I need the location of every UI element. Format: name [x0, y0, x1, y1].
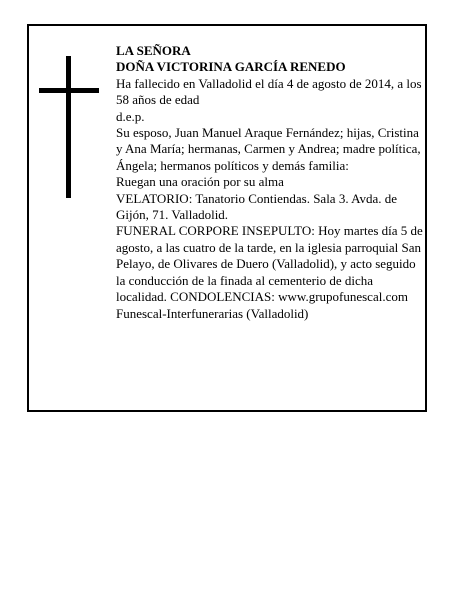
cross-icon [39, 56, 99, 198]
funeral-home: Funescal-Interfunerarias (Valladolid) [116, 305, 309, 321]
notice-title: LA SEÑORA [116, 43, 191, 58]
notice-text [116, 43, 426, 322]
funeral-info: FUNERAL CORPORE INSEPULTO: Hoy martes día 5 de agosto, a las cuatro de la tarde, en la iglesia parroquial San Pelayo, de Olivares de Duero (Valladolid), y acto seguido la conducción de la finada al cementerio de dicha localidad. CONDOLENCIAS: www.grupofunescal.com [116, 223, 423, 305]
obituary-notice [27, 24, 427, 412]
death-statement: Ha fallecido en Valladolid el día 4 de agosto de 2014, a los 58 años de edad [116, 75, 422, 108]
rip-text: d.e.p. [116, 108, 145, 124]
cross-horizontal-bar [39, 88, 99, 93]
deceased-name: DOÑA VICTORINA GARCÍA RENEDO [116, 59, 346, 75]
wake-info: VELATORIO: Tanatorio Contiendas. Sala 3. Avda. de Gijón, 71. Valladolid. [116, 190, 398, 223]
cross-vertical-bar [66, 56, 71, 198]
family-list: Su esposo, Juan Manuel Araque Fernández; hijas, Cristina y Ana María; hermanas, Carmen y Andrea; madre política, Ángela; hermanos políticos y demás familia: [116, 125, 421, 173]
prayer-request: Ruegan una oración por su alma [116, 174, 284, 190]
